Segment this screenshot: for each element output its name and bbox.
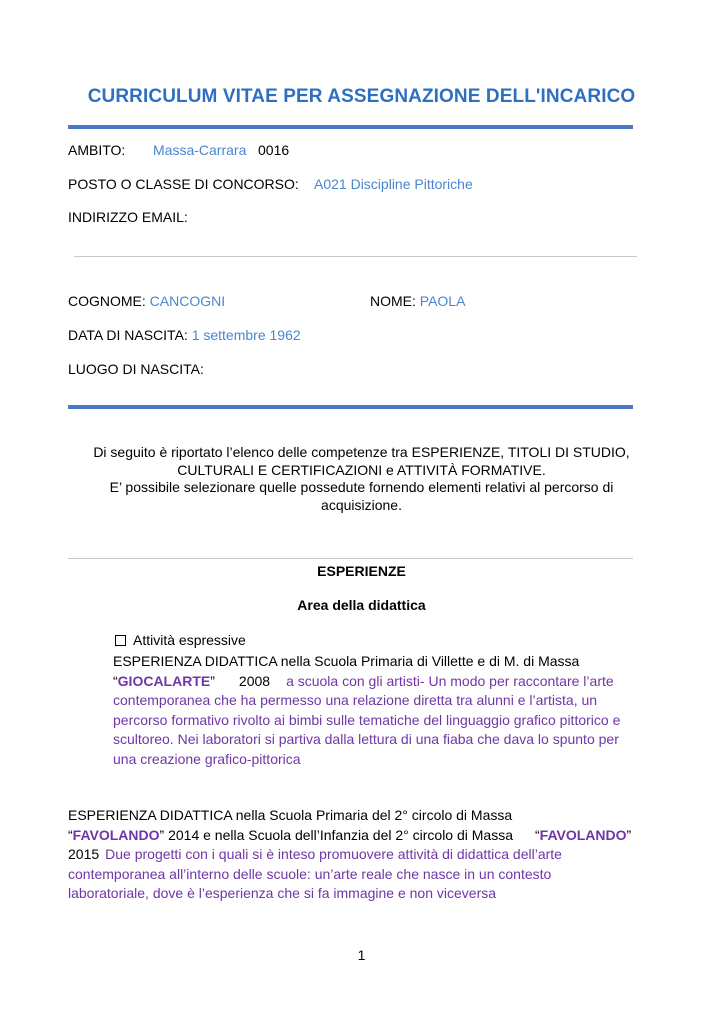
ambito-label: AMBITO: — [68, 142, 126, 158]
exp2-line — [68, 845, 631, 865]
checkbox-label: Attività espressive — [133, 632, 246, 648]
quote-open: “ — [68, 826, 73, 843]
nome-row — [370, 293, 465, 310]
experience-2 — [68, 806, 631, 904]
intro-line: CULTURALI E CERTIFICAZIONI e ATTIVITÀ FORMATIVE. — [177, 461, 546, 478]
intro-text — [60, 444, 663, 514]
page-number: 1 — [357, 947, 366, 963]
nome-label: NOME: — [370, 293, 416, 309]
luogo-label: LUOGO DI NASCITA: — [68, 361, 204, 377]
nascita-row — [68, 327, 301, 344]
exp1-line: percorso formativo rivolto ai bimbi sulle tematiche del linguaggio grafico pittorico e — [113, 711, 621, 728]
ambito-row — [68, 142, 290, 159]
project-name: GIOCALARTE — [117, 672, 211, 689]
checkbox-row[interactable] — [115, 632, 246, 649]
posto-row — [68, 176, 473, 193]
checkbox-icon[interactable] — [115, 635, 126, 646]
exp2-line — [68, 826, 631, 846]
quote-close: ” — [210, 672, 215, 689]
exp1-line: una creazione grafico-pittorica — [113, 750, 301, 767]
exp1-line: scultoreo. Nei laboratori si partiva dalla lettura di una fiaba che dava lo spunto per — [113, 731, 619, 747]
exp1-year: 2008 — [238, 672, 271, 689]
project-name: FAVOLANDO — [539, 826, 627, 843]
cognome-label: COGNOME: — [68, 293, 146, 309]
exp2-desc: Due progetti con i quali si è inteso promuovere attività di didattica dell’arte — [105, 846, 562, 862]
fields-divider — [68, 405, 633, 409]
intro-divider — [68, 558, 633, 559]
cognome-value: CANCOGNI — [149, 293, 226, 309]
intro-line: E’ possibile selezionare quelle possedute fornendo elementi relativi al percorso di — [109, 479, 614, 495]
exp2-mid: ” 2014 e nella Scuola dell’Infanzia del 2° circolo di Massa — [159, 826, 513, 843]
nascita-value: 1 settembre 1962 — [191, 327, 301, 343]
nome-value: PAOLA — [419, 293, 466, 309]
exp1-line — [113, 672, 620, 692]
quote-open: “ — [535, 826, 540, 843]
quote-open: “ — [113, 672, 118, 689]
exp2-line: ESPERIENZA DIDATTICA nella Scuola Primaria del 2° circolo di Massa — [68, 807, 513, 823]
cognome-row — [68, 293, 225, 310]
exp2-line: contemporanea all’interno delle scuole: un’arte reale che nasce in un contesto — [68, 865, 552, 882]
exp2-year: 2015 — [68, 846, 100, 862]
posto-label: POSTO O CLASSE DI CONCORSO: — [68, 176, 299, 192]
ambito-code: 0016 — [258, 142, 290, 158]
intro-line: Di seguito è riportato l’elenco delle competenze tra ESPERIENZE, TITOLI DI STUDIO, — [93, 444, 630, 460]
posto-value: A021 Discipline Pittoriche — [314, 176, 473, 192]
exp1-line: contemporanea che ha permesso una relazione diretta tra alunni e l’artista, un — [113, 692, 598, 708]
ambito-value: Massa-Carrara — [153, 142, 247, 158]
intro-line: acquisizione. — [321, 496, 402, 513]
exp1-line: ESPERIENZA DIDATTICA nella Scuola Primaria di Villette e di M. di Massa — [113, 653, 580, 669]
section-subheading: Area della didattica — [297, 597, 426, 613]
page-title: CURRICULUM VITAE PER ASSEGNAZIONE DELL'INCARICO — [87, 86, 636, 107]
project-name: FAVOLANDO — [72, 826, 160, 843]
header-divider — [68, 125, 633, 129]
quote-close: ” — [626, 826, 632, 843]
section-heading: ESPERIENZE — [317, 563, 406, 579]
experience-1 — [113, 652, 620, 769]
nascita-label: DATA DI NASCITA: — [68, 327, 188, 343]
email-label: INDIRIZZO EMAIL: — [68, 209, 188, 225]
exp1-desc: a scuola con gli artisti- Un modo per raccontare l’arte — [286, 672, 614, 689]
section-divider — [74, 256, 637, 257]
exp2-line: laboratoriale, dove è l’esperienza che si fa immagine e non viceversa — [68, 885, 497, 901]
